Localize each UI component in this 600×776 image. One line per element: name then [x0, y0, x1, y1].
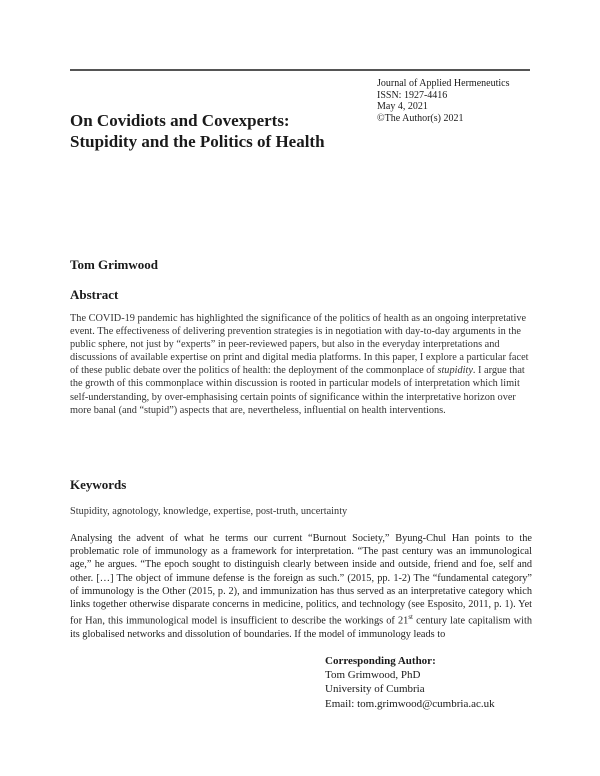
keywords-heading: Keywords	[70, 477, 127, 492]
abstract-emphasis: stupidity	[437, 365, 473, 377]
corresponding-author-block	[325, 654, 495, 711]
keywords-list: Stupidity, agnotology, knowledge, expertise, post-truth, uncertainty	[70, 506, 348, 517]
body-text-part-1: Analysing the advent of what he terms our current “Burnout Society,” Byung-Chul Han points to the problematic role of immunology as a framework for interpretation. “The past century was an immunological age,” he argues. “The epoch sought to distinguish clearly between inside and outside, friend and foe, self and other. […] The object of immune defense is the foreign as such.” (2015, pp. 1-2) The “fundamental category” of immunology is the Other (2015, p. 2), and immunization has thus served as an interpretative category which links together otherwise disparate concerns in medicine, politics, and technology (see Esposito, 2011, p. 1). Yet for Han, this immunological model is insufficient to describe the workings of 21	[70, 533, 532, 627]
journal-meta	[377, 78, 509, 124]
corresponding-label: Corresponding Author:	[325, 655, 436, 667]
body-text-part-2: century late capitalism with its globalised networks and dissolution of boundaries. If the model of immunology leads to	[70, 615, 532, 640]
paper-title	[70, 110, 370, 152]
corresponding-affiliation: University of Cumbria	[325, 683, 425, 696]
abstract-heading: Abstract	[70, 287, 119, 302]
abstract-text-part-2: . I argue that the growth of this commonplace within discussion is rooted in particular models of interpretation which limit self-understanding, by over-emphasising certain points of significance within the interpretative horizon over more banal (and “stupid”) aspects that are, nevertheless, influential on health interventions.	[70, 365, 525, 416]
body-superscript: st	[408, 613, 413, 622]
title-line-1: On Covidiots and Covexperts:	[70, 111, 290, 130]
body-paragraph	[70, 532, 532, 641]
corresponding-name: Tom Grimwood, PhD	[325, 669, 421, 682]
author-name: Tom Grimwood	[70, 257, 158, 272]
corresponding-email: Email: tom.grimwood@cumbria.ac.uk	[325, 697, 495, 710]
copyright: ©The Author(s) 2021	[377, 112, 464, 124]
header-rule	[70, 69, 530, 71]
abstract-text-part-1: The COVID-19 pandemic has highlighted the significance of the politics of health as an ongoing interpretative event. The effectiveness of delivering prevention strategies is in negotiation with day-to-day arguments in the public sphere, not just by “experts” in peer-reviewed papers, but also in the everyday interpretations and discussions of available expertise on print and digital media platforms. In this paper, I explore a particular facet of these public debate over the politics of health: the deployment of the commonplace of	[70, 313, 529, 377]
journal-issn: ISSN: 1927-4416	[377, 89, 448, 101]
abstract-text	[70, 312, 532, 417]
publication-date: May 4, 2021	[377, 101, 428, 112]
title-line-2: Stupidity and the Politics of Health	[70, 132, 325, 151]
journal-name: Journal of Applied Hermeneutics	[377, 78, 510, 89]
